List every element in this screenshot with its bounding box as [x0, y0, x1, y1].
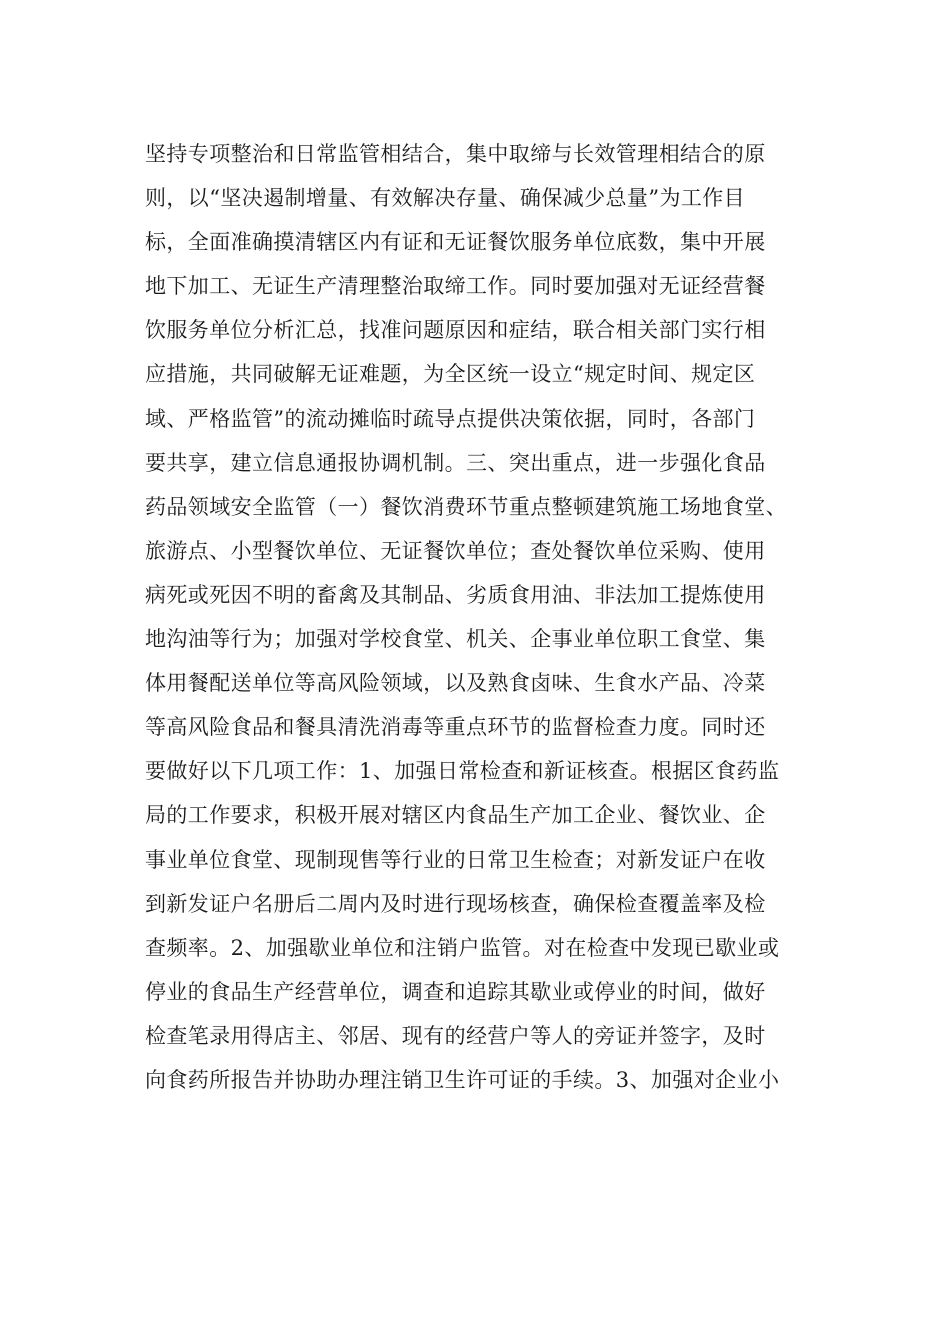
- text-line-19: 查频率。2、加强歇业单位和注销户监管。对在检查中发现已歇业或: [145, 935, 780, 960]
- text-line-9: 药品领域安全监管（一）餐饮消费环节重点整顿建筑施工场地食堂、: [145, 494, 787, 519]
- text-line-8: 要共享，建立信息通报协调机制。三、突出重点，进一步强化食品: [145, 450, 766, 475]
- text-line-16: 局的工作要求，积极开展对辖区内食品生产加工企业、餐饮业、企: [145, 803, 766, 828]
- body-text: [145, 132, 825, 1102]
- text-line-5: 饮服务单位分析汇总，找准问题原因和症结，联合相关部门实行相: [145, 318, 766, 343]
- text-line-3: 标，全面准确摸清辖区内有证和无证餐饮服务单位底数，集中开展: [145, 230, 766, 255]
- text-line-1: 坚持专项整治和日常监管相结合，集中取缔与长效管理相结合的原: [145, 142, 766, 166]
- text-line-21: 检查笔录用得店主、邻居、现有的经营户等人的旁证并签字，及时: [145, 1023, 766, 1048]
- text-line-13: 体用餐配送单位等高风险领域，以及熟食卤味、生食水产品、冷菜: [145, 671, 766, 696]
- text-line-6: 应措施，共同破解无证难题，为全区统一设立“规定时间、规定区: [145, 362, 756, 387]
- text-line-2: 则，以“坚决遏制增量、有效解决存量、确保减少总量”为工作目: [145, 186, 746, 211]
- text-line-14: 等高风险食品和餐具清洗消毒等重点环节的监督检查力度。同时还: [145, 715, 766, 740]
- text-line-7: 域、严格监管”的流动摊临时疏导点提供决策依据，同时，各部门: [145, 406, 756, 431]
- text-line-20: 停业的食品生产经营单位，调查和追踪其歇业或停业的时间，做好: [145, 979, 766, 1004]
- text-line-10: 旅游点、小型餐饮单位、无证餐饮单位；查处餐饮单位采购、使用: [145, 538, 766, 563]
- text-line-12: 地沟油等行为；加强对学校食堂、机关、企事业单位职工食堂、集: [145, 627, 766, 652]
- text-line-18: 到新发证户名册后二周内及时进行现场核查，确保检查覆盖率及检: [145, 891, 766, 916]
- text-line-22: 向食药所报告并协助办理注销卫生许可证的手续。3、加强对企业小: [145, 1067, 780, 1092]
- text-line-4: 地下加工、无证生产清理整治取缔工作。同时要加强对无证经营餐: [145, 274, 766, 299]
- text-line-15: 要做好以下几项工作：1、加强日常检查和新证核查。根据区食药监: [145, 759, 780, 784]
- text-line-11: 病死或死因不明的畜禽及其制品、劣质食用油、非法加工提炼使用: [145, 582, 766, 607]
- text-line-17: 事业单位食堂、现制现售等行业的日常卫生检查；对新发证户在收: [145, 847, 766, 872]
